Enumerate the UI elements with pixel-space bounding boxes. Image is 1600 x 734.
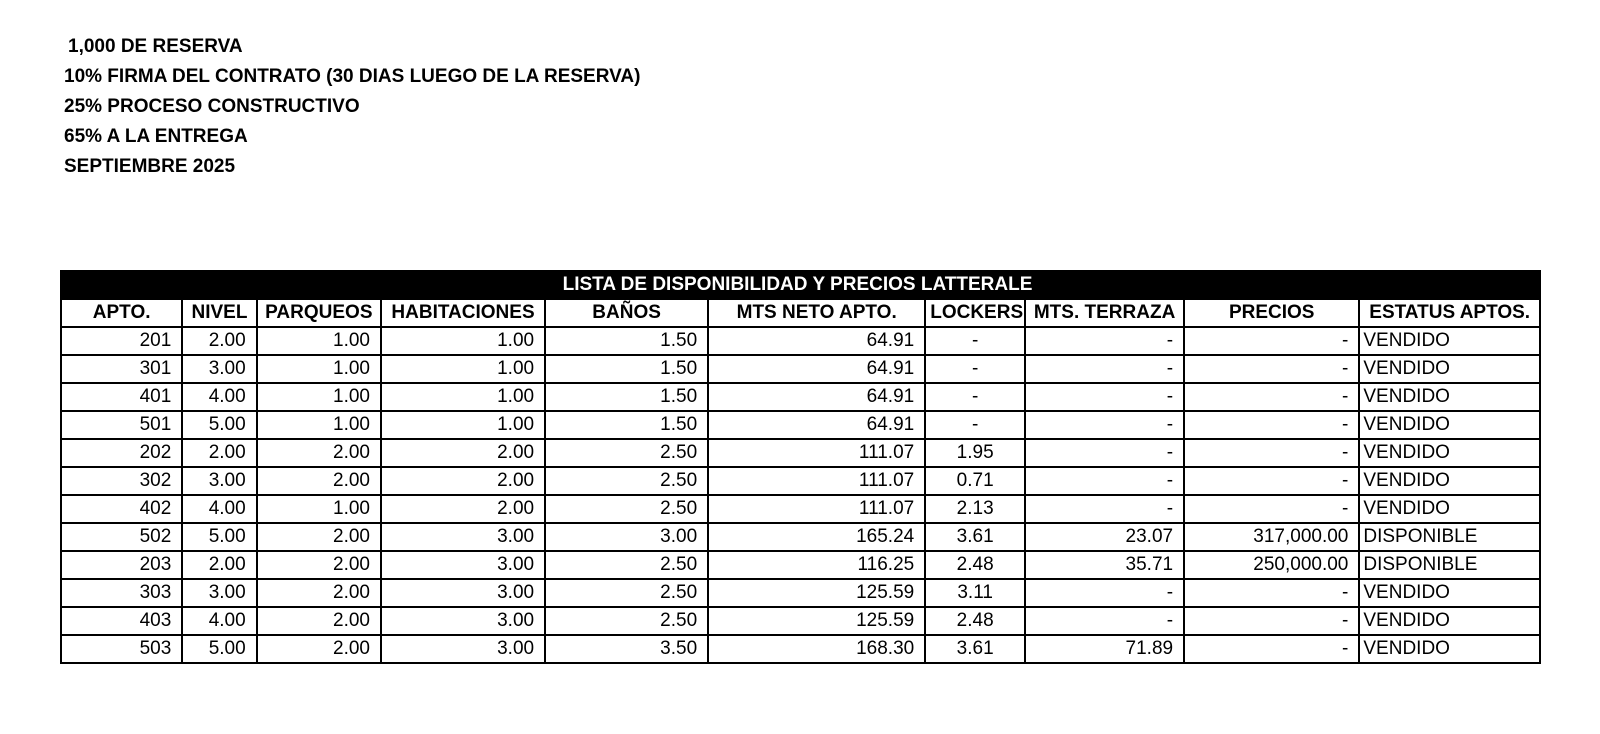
cell-precio: - <box>1184 355 1359 383</box>
table-row <box>61 411 1540 439</box>
cell-habitaciones: 1.00 <box>381 383 545 411</box>
cell-lockers: - <box>925 383 1025 411</box>
cell-parqueos: 1.00 <box>257 495 381 523</box>
cell-banos: 1.50 <box>545 383 708 411</box>
cell-mts-neto: 168.30 <box>708 635 925 663</box>
cell-mts-terraza: - <box>1025 579 1184 607</box>
cell-lockers: 0.71 <box>925 467 1025 495</box>
cell-precio: - <box>1184 607 1359 635</box>
cell-precio: - <box>1184 495 1359 523</box>
cell-apto: 302 <box>61 467 182 495</box>
cell-banos: 2.50 <box>545 579 708 607</box>
cell-habitaciones: 3.00 <box>381 607 545 635</box>
note-fecha: SEPTIEMBRE 2025 <box>64 156 236 177</box>
cell-lockers: 2.48 <box>925 551 1025 579</box>
cell-banos: 2.50 <box>545 607 708 635</box>
cell-nivel: 2.00 <box>182 551 256 579</box>
cell-parqueos: 2.00 <box>257 523 381 551</box>
cell-mts-terraza: 23.07 <box>1025 523 1184 551</box>
cell-nivel: 4.00 <box>182 495 256 523</box>
cell-nivel: 5.00 <box>182 411 256 439</box>
cell-nivel: 5.00 <box>182 523 256 551</box>
cell-mts-neto: 165.24 <box>708 523 925 551</box>
cell-estatus: VENDIDO <box>1359 439 1540 467</box>
cell-estatus: VENDIDO <box>1359 467 1540 495</box>
cell-estatus: VENDIDO <box>1359 635 1540 663</box>
cell-nivel: 2.00 <box>182 327 256 355</box>
cell-mts-neto: 111.07 <box>708 439 925 467</box>
col-header-mts-neto: MTS NETO APTO. <box>708 299 925 327</box>
cell-mts-neto: 125.59 <box>708 579 925 607</box>
table-row <box>61 355 1540 383</box>
cell-apto: 403 <box>61 607 182 635</box>
table-row <box>61 383 1540 411</box>
cell-mts-neto: 64.91 <box>708 327 925 355</box>
cell-habitaciones: 3.00 <box>381 635 545 663</box>
cell-apto: 401 <box>61 383 182 411</box>
note-reserva: 1,000 DE RESERVA <box>68 36 243 57</box>
cell-mts-terraza: - <box>1025 495 1184 523</box>
cell-lockers: 2.13 <box>925 495 1025 523</box>
cell-mts-terraza: - <box>1025 411 1184 439</box>
cell-parqueos: 1.00 <box>257 355 381 383</box>
col-header-parqueos: PARQUEOS <box>257 299 381 327</box>
cell-lockers: 3.61 <box>925 635 1025 663</box>
cell-mts-neto: 111.07 <box>708 495 925 523</box>
cell-lockers: 2.48 <box>925 607 1025 635</box>
table-row <box>61 551 1540 579</box>
cell-apto: 503 <box>61 635 182 663</box>
col-header-precios: PRECIOS <box>1184 299 1359 327</box>
cell-nivel: 4.00 <box>182 383 256 411</box>
cell-estatus: VENDIDO <box>1359 411 1540 439</box>
cell-apto: 502 <box>61 523 182 551</box>
cell-precio: - <box>1184 383 1359 411</box>
cell-apto: 203 <box>61 551 182 579</box>
cell-habitaciones: 3.00 <box>381 579 545 607</box>
cell-estatus: VENDIDO <box>1359 495 1540 523</box>
cell-parqueos: 2.00 <box>257 439 381 467</box>
cell-mts-terraza: - <box>1025 439 1184 467</box>
cell-estatus: VENDIDO <box>1359 355 1540 383</box>
cell-estatus: DISPONIBLE <box>1359 551 1540 579</box>
cell-banos: 2.50 <box>545 467 708 495</box>
cell-mts-neto: 116.25 <box>708 551 925 579</box>
cell-apto: 202 <box>61 439 182 467</box>
cell-parqueos: 2.00 <box>257 551 381 579</box>
cell-precio: 250,000.00 <box>1184 551 1359 579</box>
table-row <box>61 579 1540 607</box>
cell-precio: - <box>1184 635 1359 663</box>
cell-precio: - <box>1184 327 1359 355</box>
cell-lockers: 3.61 <box>925 523 1025 551</box>
cell-banos: 1.50 <box>545 327 708 355</box>
table-title-row <box>61 271 1540 299</box>
cell-habitaciones: 2.00 <box>381 439 545 467</box>
cell-habitaciones: 2.00 <box>381 495 545 523</box>
cell-estatus: DISPONIBLE <box>1359 523 1540 551</box>
note-firma-contrato: 10% FIRMA DEL CONTRATO (30 DIAS LUEGO DE LA RESERVA) <box>64 66 641 87</box>
cell-nivel: 4.00 <box>182 607 256 635</box>
table-row <box>61 495 1540 523</box>
cell-lockers: 1.95 <box>925 439 1025 467</box>
cell-precio: - <box>1184 411 1359 439</box>
cell-mts-neto: 64.91 <box>708 383 925 411</box>
note-entrega: 65% A LA ENTREGA <box>64 126 248 147</box>
cell-banos: 3.00 <box>545 523 708 551</box>
table-row <box>61 467 1540 495</box>
col-header-apto: APTO. <box>61 299 182 327</box>
cell-apto: 501 <box>61 411 182 439</box>
note-proceso-constructivo: 25% PROCESO CONSTRUCTIVO <box>64 96 360 117</box>
cell-apto: 201 <box>61 327 182 355</box>
cell-lockers: - <box>925 411 1025 439</box>
cell-parqueos: 1.00 <box>257 383 381 411</box>
cell-nivel: 2.00 <box>182 439 256 467</box>
table-row <box>61 439 1540 467</box>
cell-parqueos: 2.00 <box>257 635 381 663</box>
col-header-lockers: LOCKERS <box>925 299 1025 327</box>
table-row <box>61 523 1540 551</box>
availability-price-table <box>60 270 1541 664</box>
cell-mts-terraza: 71.89 <box>1025 635 1184 663</box>
cell-mts-terraza: 35.71 <box>1025 551 1184 579</box>
cell-mts-terraza: - <box>1025 607 1184 635</box>
cell-parqueos: 1.00 <box>257 411 381 439</box>
cell-precio: 317,000.00 <box>1184 523 1359 551</box>
cell-estatus: VENDIDO <box>1359 579 1540 607</box>
cell-parqueos: 2.00 <box>257 579 381 607</box>
cell-banos: 2.50 <box>545 439 708 467</box>
cell-apto: 301 <box>61 355 182 383</box>
cell-estatus: VENDIDO <box>1359 383 1540 411</box>
col-header-nivel: NIVEL <box>182 299 256 327</box>
cell-lockers: - <box>925 355 1025 383</box>
cell-mts-terraza: - <box>1025 355 1184 383</box>
col-header-habitaciones: HABITACIONES <box>381 299 545 327</box>
table-header-row <box>61 299 1540 327</box>
table-row <box>61 635 1540 663</box>
cell-mts-terraza: - <box>1025 327 1184 355</box>
cell-habitaciones: 1.00 <box>381 327 545 355</box>
table-row <box>61 327 1540 355</box>
cell-precio: - <box>1184 467 1359 495</box>
table-row <box>61 607 1540 635</box>
cell-banos: 1.50 <box>545 355 708 383</box>
cell-banos: 3.50 <box>545 635 708 663</box>
cell-mts-terraza: - <box>1025 383 1184 411</box>
cell-lockers: - <box>925 327 1025 355</box>
cell-estatus: VENDIDO <box>1359 327 1540 355</box>
cell-banos: 1.50 <box>545 411 708 439</box>
cell-nivel: 5.00 <box>182 635 256 663</box>
cell-parqueos: 1.00 <box>257 327 381 355</box>
cell-parqueos: 2.00 <box>257 467 381 495</box>
cell-mts-neto: 111.07 <box>708 467 925 495</box>
cell-mts-neto: 64.91 <box>708 355 925 383</box>
cell-nivel: 3.00 <box>182 467 256 495</box>
table-title: LISTA DE DISPONIBILIDAD Y PRECIOS LATTERALE <box>61 271 1540 299</box>
cell-mts-terraza: - <box>1025 467 1184 495</box>
cell-precio: - <box>1184 579 1359 607</box>
cell-nivel: 3.00 <box>182 355 256 383</box>
cell-mts-neto: 64.91 <box>708 411 925 439</box>
cell-mts-neto: 125.59 <box>708 607 925 635</box>
cell-estatus: VENDIDO <box>1359 607 1540 635</box>
cell-banos: 2.50 <box>545 495 708 523</box>
cell-apto: 402 <box>61 495 182 523</box>
cell-banos: 2.50 <box>545 551 708 579</box>
col-header-mts-terraza: MTS. TERRAZA <box>1025 299 1184 327</box>
col-header-estatus: ESTATUS APTOS. <box>1359 299 1540 327</box>
cell-habitaciones: 3.00 <box>381 551 545 579</box>
cell-precio: - <box>1184 439 1359 467</box>
cell-parqueos: 2.00 <box>257 607 381 635</box>
cell-habitaciones: 1.00 <box>381 355 545 383</box>
cell-habitaciones: 1.00 <box>381 411 545 439</box>
payment-terms <box>64 32 640 182</box>
cell-nivel: 3.00 <box>182 579 256 607</box>
cell-habitaciones: 3.00 <box>381 523 545 551</box>
col-header-banos: BAÑOS <box>545 299 708 327</box>
cell-lockers: 3.11 <box>925 579 1025 607</box>
cell-habitaciones: 2.00 <box>381 467 545 495</box>
cell-apto: 303 <box>61 579 182 607</box>
